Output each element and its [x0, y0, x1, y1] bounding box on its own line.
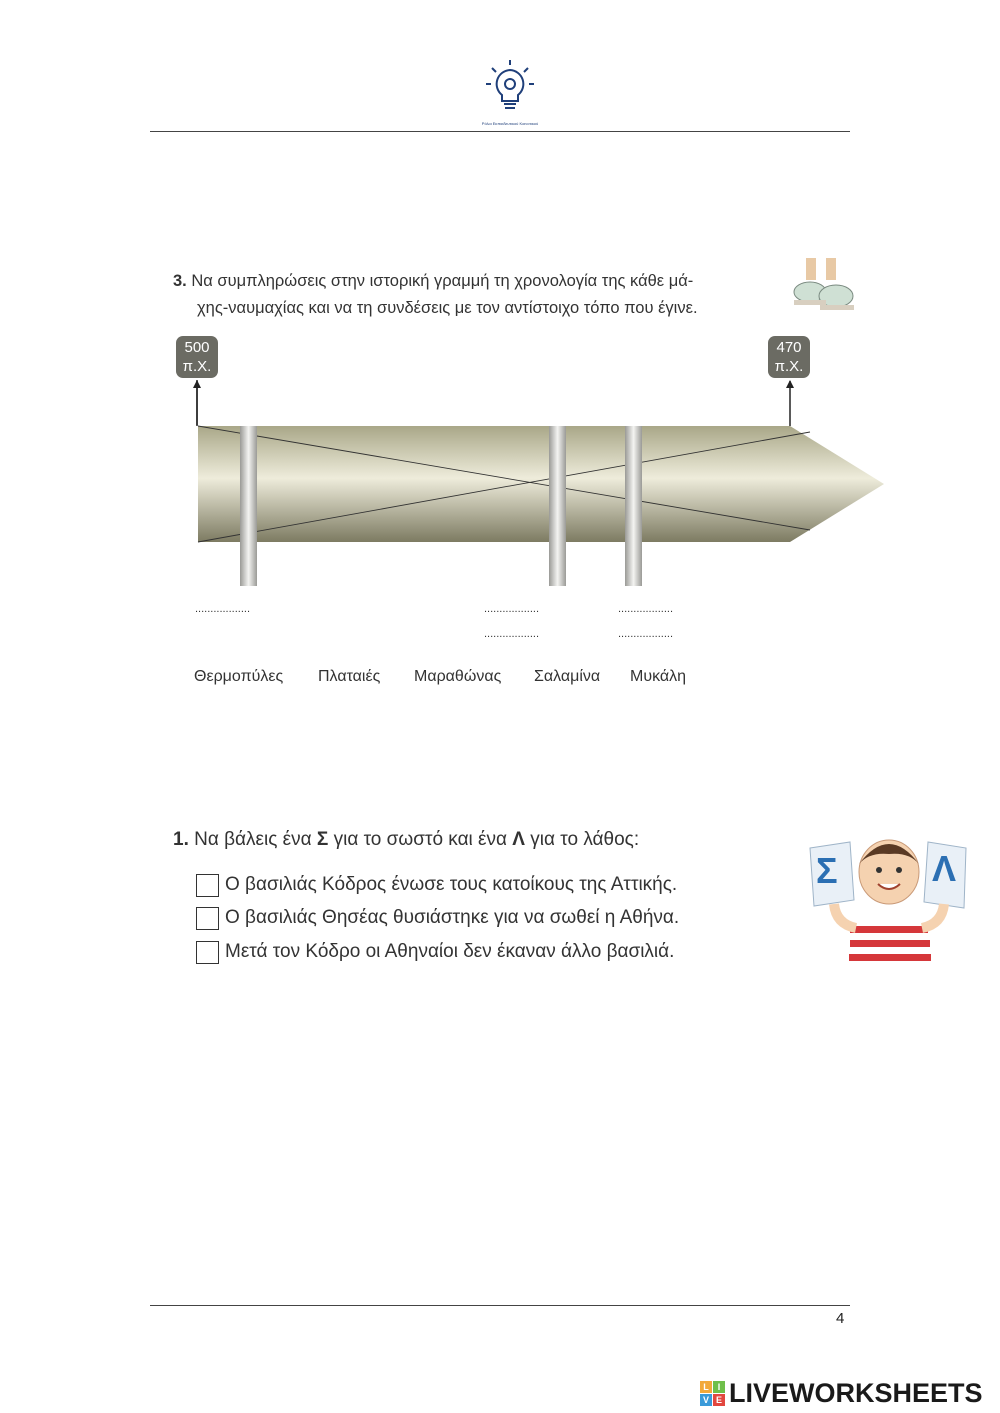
lambda-letter: Λ	[512, 829, 525, 850]
answer-checkbox-3[interactable]	[196, 941, 219, 964]
answer-blank-2a[interactable]: ..................	[484, 603, 540, 615]
shoes-illustration	[790, 258, 862, 320]
header-logo	[470, 58, 550, 128]
boy-illustration	[804, 820, 974, 970]
statement-3: Μετά τον Κόδρο οι Αθηναίοι δεν έκαναν άλλο βασιλιά.	[225, 941, 675, 962]
timeline-marker-3	[625, 426, 642, 586]
timeline-marker-1	[240, 426, 257, 586]
statement-row-2	[196, 905, 679, 931]
question3-number: 3.	[173, 272, 187, 290]
sigma-letter: Σ	[316, 829, 329, 850]
card-sigma: Σ	[816, 850, 838, 891]
question1-prompt	[173, 829, 639, 851]
answer-blank-3a[interactable]: ..................	[618, 603, 674, 615]
statement-row-1	[196, 872, 677, 898]
question1-prompt-c: για το λάθος:	[524, 829, 640, 850]
timeline-marker-2	[549, 426, 566, 586]
answer-checkbox-1[interactable]	[196, 874, 219, 897]
question1-number: 1.	[173, 829, 189, 850]
liveworksheets-wordmark: LIVEWORKSHEETS	[729, 1377, 983, 1408]
answer-blank-1[interactable]: ..................	[195, 603, 251, 615]
place-plataies: Πλαταιές	[318, 668, 381, 685]
timeline-arrow	[170, 380, 890, 595]
question3-text	[173, 268, 773, 322]
liveworksheets-logo-icon: L I V E	[700, 1381, 725, 1406]
start-year-box	[176, 336, 218, 378]
place-salamina: Σαλαμίνα	[534, 668, 601, 685]
liveworksheets-brand[interactable]	[700, 1375, 983, 1411]
card-lambda: Λ	[932, 848, 957, 889]
question1-prompt-a: Να βάλεις ένα	[194, 829, 317, 850]
page-number: 4	[836, 1310, 845, 1327]
place-thermopyles: Θερμοπύλες	[194, 668, 284, 685]
start-year-era: π.Χ.	[182, 358, 212, 375]
question3-line1: Να συμπληρώσεις στην ιστορική γραμμή τη χρονολογία της κάθε μά-	[191, 272, 694, 290]
question3-line2: χης-ναυμαχίας και να τη συνδέσεις με τον αντίστοιχο τόπο που έγινε.	[197, 299, 698, 317]
statement-2: Ο βασιλιάς Θησέας θυσιάστηκε για να σωθεί η Αθήνα.	[225, 907, 680, 928]
end-year-era: π.Χ.	[774, 358, 804, 375]
answer-checkbox-2[interactable]	[196, 907, 219, 930]
answer-blank-2b[interactable]: ..................	[484, 628, 540, 640]
end-year: 470	[776, 339, 802, 356]
place-mykali: Μυκάλη	[630, 668, 687, 685]
place-marathonas: Μαραθώνας	[414, 668, 502, 685]
statement-1: Ο βασιλιάς Κόδρος ένωσε τους κατοίκους της Αττικής.	[225, 874, 678, 895]
end-year-box	[768, 336, 810, 378]
logo-caption: Ρόλοι Εκπαιδευτικού Κοινοτικού	[481, 121, 539, 126]
statement-row-3	[196, 939, 674, 965]
answer-blank-3b[interactable]: ..................	[618, 628, 674, 640]
header-rule	[150, 131, 850, 132]
lightbulb-gear-icon	[470, 58, 550, 118]
footer-rule	[150, 1305, 850, 1306]
start-year: 500	[184, 339, 210, 356]
question1-prompt-b: για το σωστό και ένα	[328, 829, 513, 850]
